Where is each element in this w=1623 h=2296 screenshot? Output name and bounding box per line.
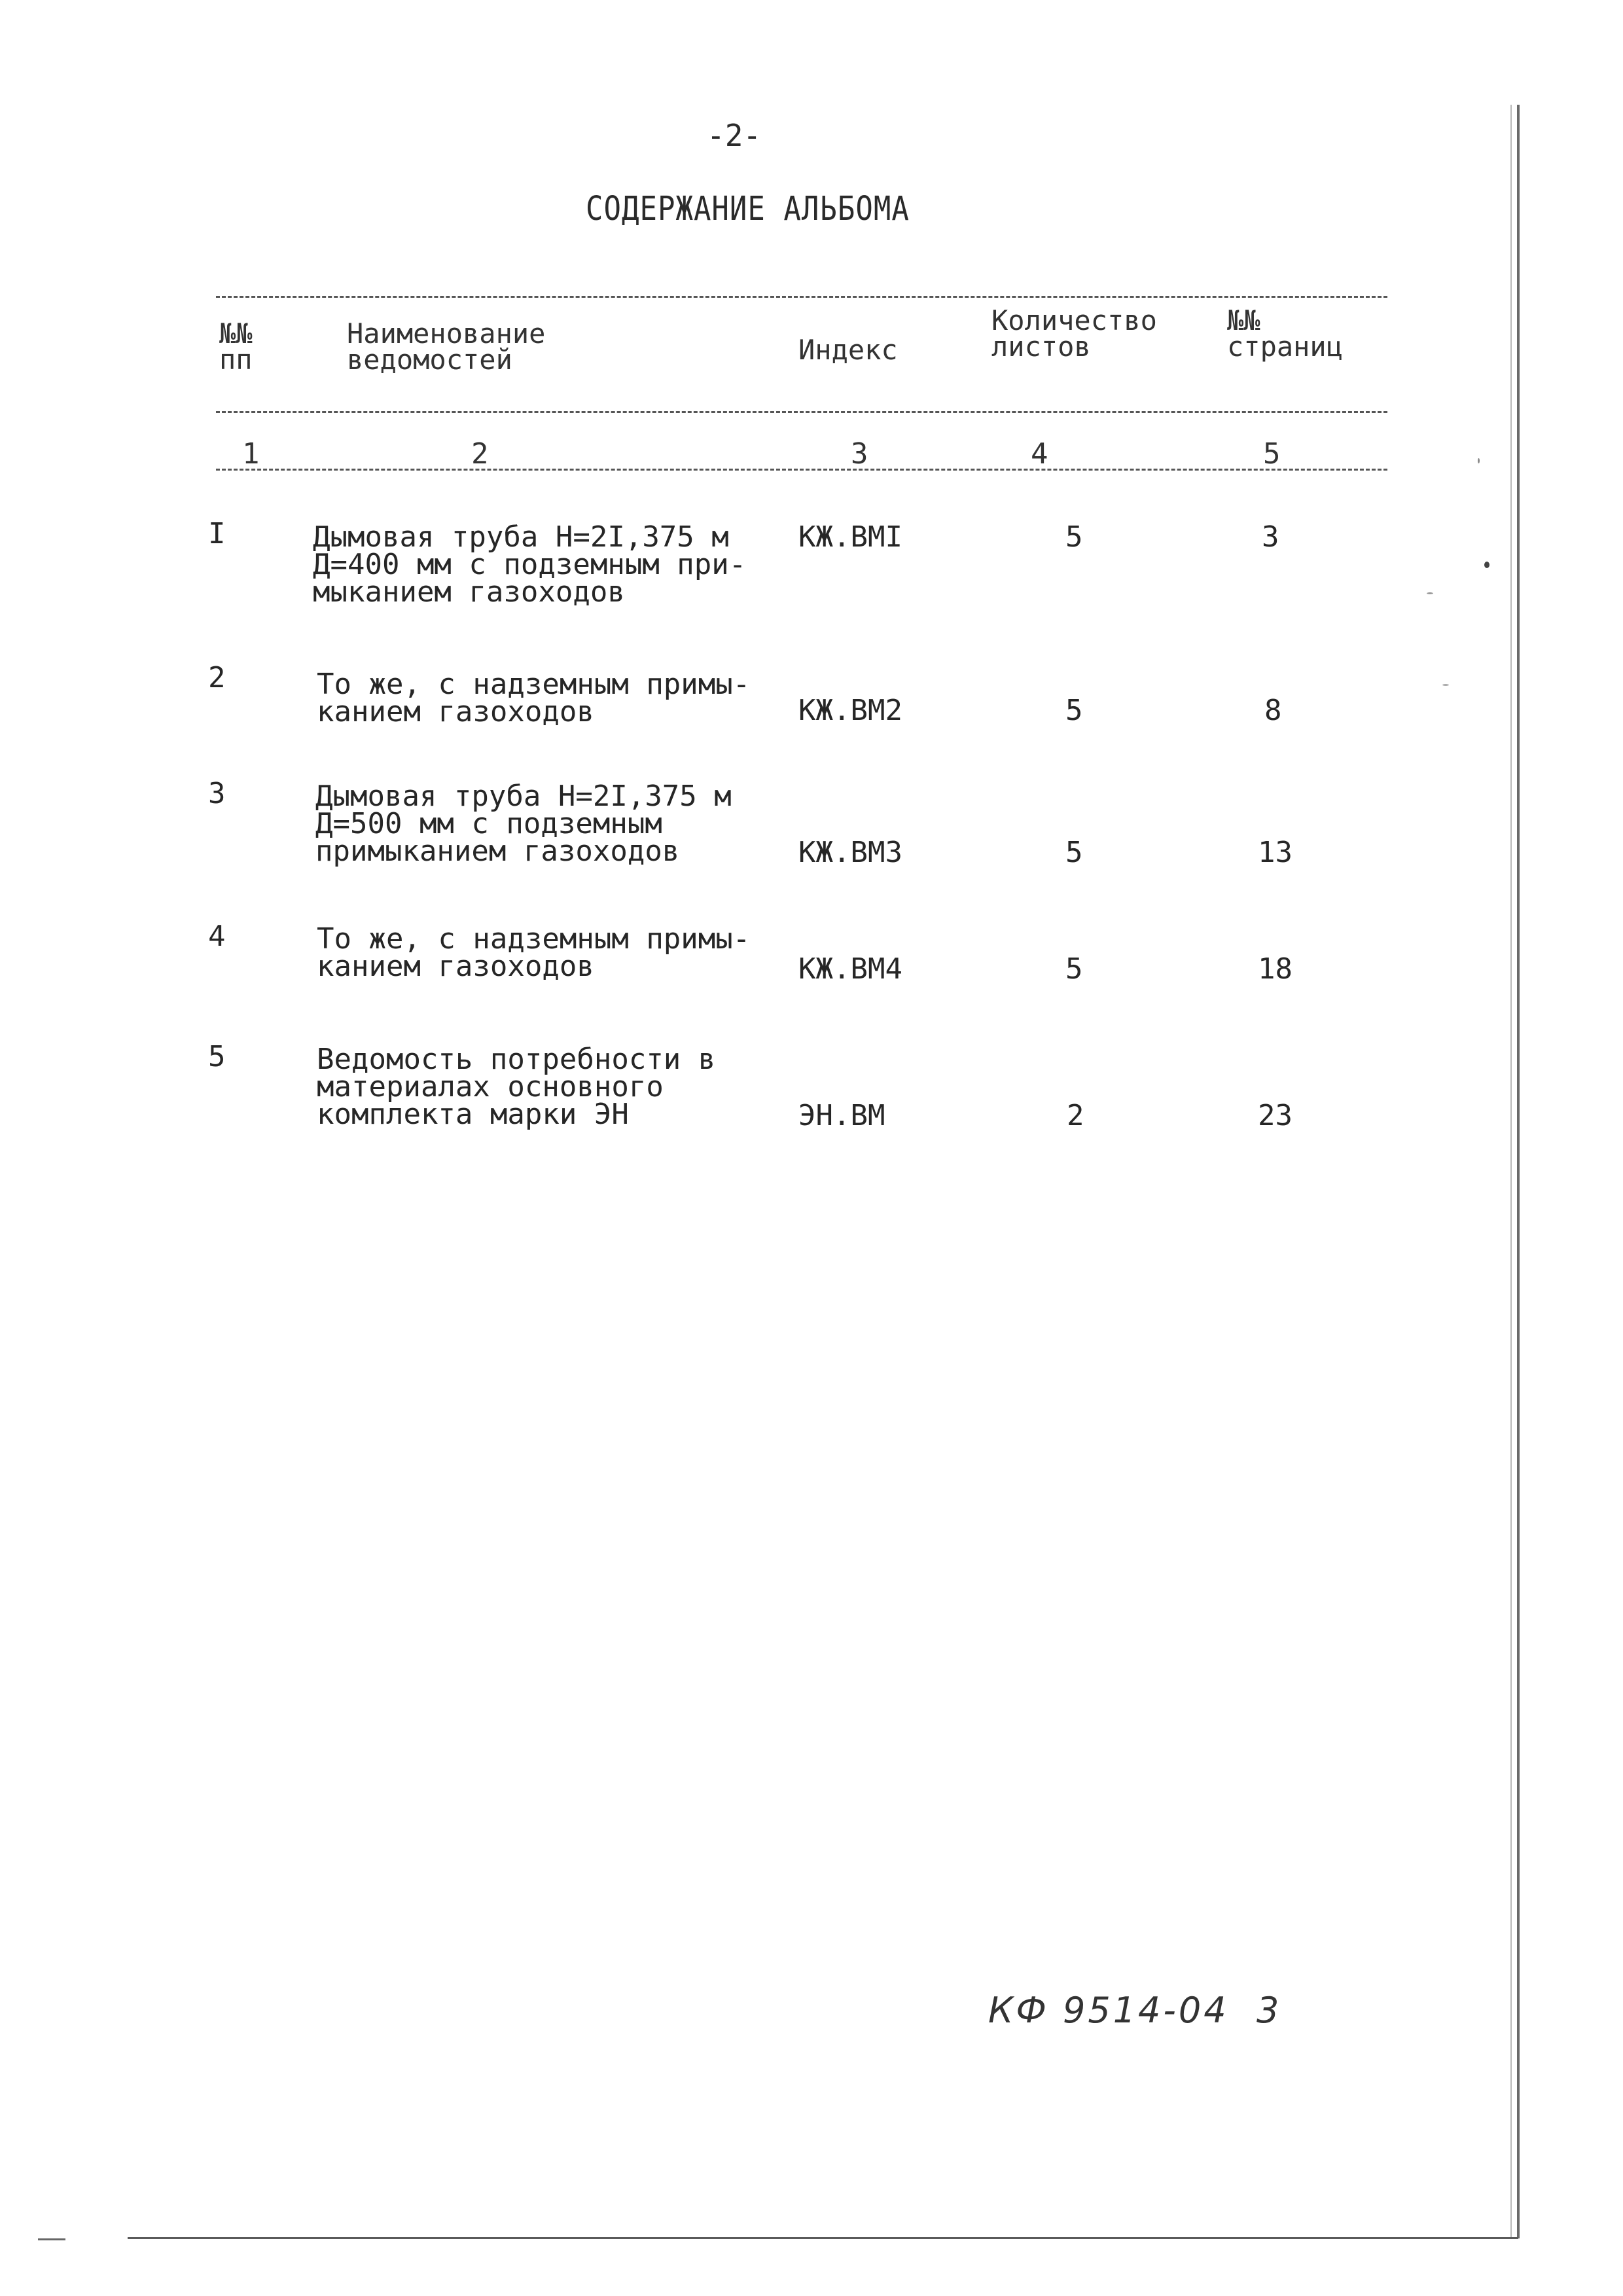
row-number: 2 (208, 661, 226, 694)
frame-right-edge-inner (1510, 105, 1512, 2238)
row-pages: 18 (1258, 952, 1293, 986)
row-pages: 3 (1262, 520, 1279, 554)
column-number-5: 5 (1263, 437, 1281, 471)
scan-speck (1427, 592, 1433, 594)
row-sheets: 5 (1065, 520, 1083, 554)
row-name: Ведомость потребности в материалах основного комплекта марки ЭН (317, 1043, 716, 1131)
column-number-3: 3 (851, 437, 868, 471)
column-number-1: 1 (242, 437, 260, 471)
header-bottom-rule (216, 411, 1387, 413)
row-number: 4 (208, 920, 226, 953)
page-title: СОДЕРЖАНИЕ АЛЬБОМА (586, 190, 910, 228)
column-number-2: 2 (471, 437, 489, 471)
column-numbers-rule (216, 469, 1387, 471)
frame-right-edge (1517, 105, 1520, 2238)
frame-bottom-edge (128, 2237, 1518, 2239)
scan-speck (1484, 562, 1489, 568)
row-index: КЖ.ВМ2 (798, 694, 902, 727)
header-pages: №№ страниц (1227, 304, 1344, 363)
row-pages: 13 (1258, 836, 1293, 869)
row-pages: 23 (1258, 1099, 1293, 1132)
row-pages: 8 (1264, 694, 1282, 727)
row-index: КЖ.ВМI (798, 520, 902, 554)
header-sheets: Количество листов (991, 304, 1157, 363)
header-num: №№ пп (219, 317, 253, 376)
row-sheets: 5 (1065, 836, 1083, 869)
row-name: Дымовая труба Н=2I,375 м Д=500 мм с подземным примыканием газоходов (315, 780, 732, 868)
column-number-4: 4 (1031, 437, 1048, 471)
row-number: 5 (208, 1040, 226, 1073)
row-sheets: 5 (1065, 694, 1083, 727)
row-sheets: 5 (1065, 952, 1083, 986)
scan-speck (1478, 458, 1480, 463)
header-index: Индекс (798, 334, 898, 366)
row-name: То же, с надземным примы- канием газоходов (317, 668, 751, 728)
row-index: КЖ.ВМ3 (798, 836, 902, 869)
page-number: -2- (707, 118, 762, 153)
row-number: 3 (208, 777, 226, 810)
row-index: КЖ.ВМ4 (798, 952, 902, 986)
header-name: Наименование ведомостей (347, 317, 546, 376)
row-name: То же, с надземным примы- канием газоходов (317, 922, 751, 983)
scan-speck (1442, 684, 1449, 686)
row-number: I (208, 517, 226, 550)
header-top-rule (216, 296, 1387, 298)
row-name: Дымовая труба Н=2I,375 м Д=400 мм с подземным при- мыканием газоходов (313, 520, 747, 609)
row-sheets: 2 (1067, 1099, 1084, 1132)
document-stamp: КФ 9514-04 3 (988, 1990, 1282, 2031)
corner-mark (38, 2238, 65, 2240)
row-index: ЭН.ВМ (798, 1099, 885, 1132)
